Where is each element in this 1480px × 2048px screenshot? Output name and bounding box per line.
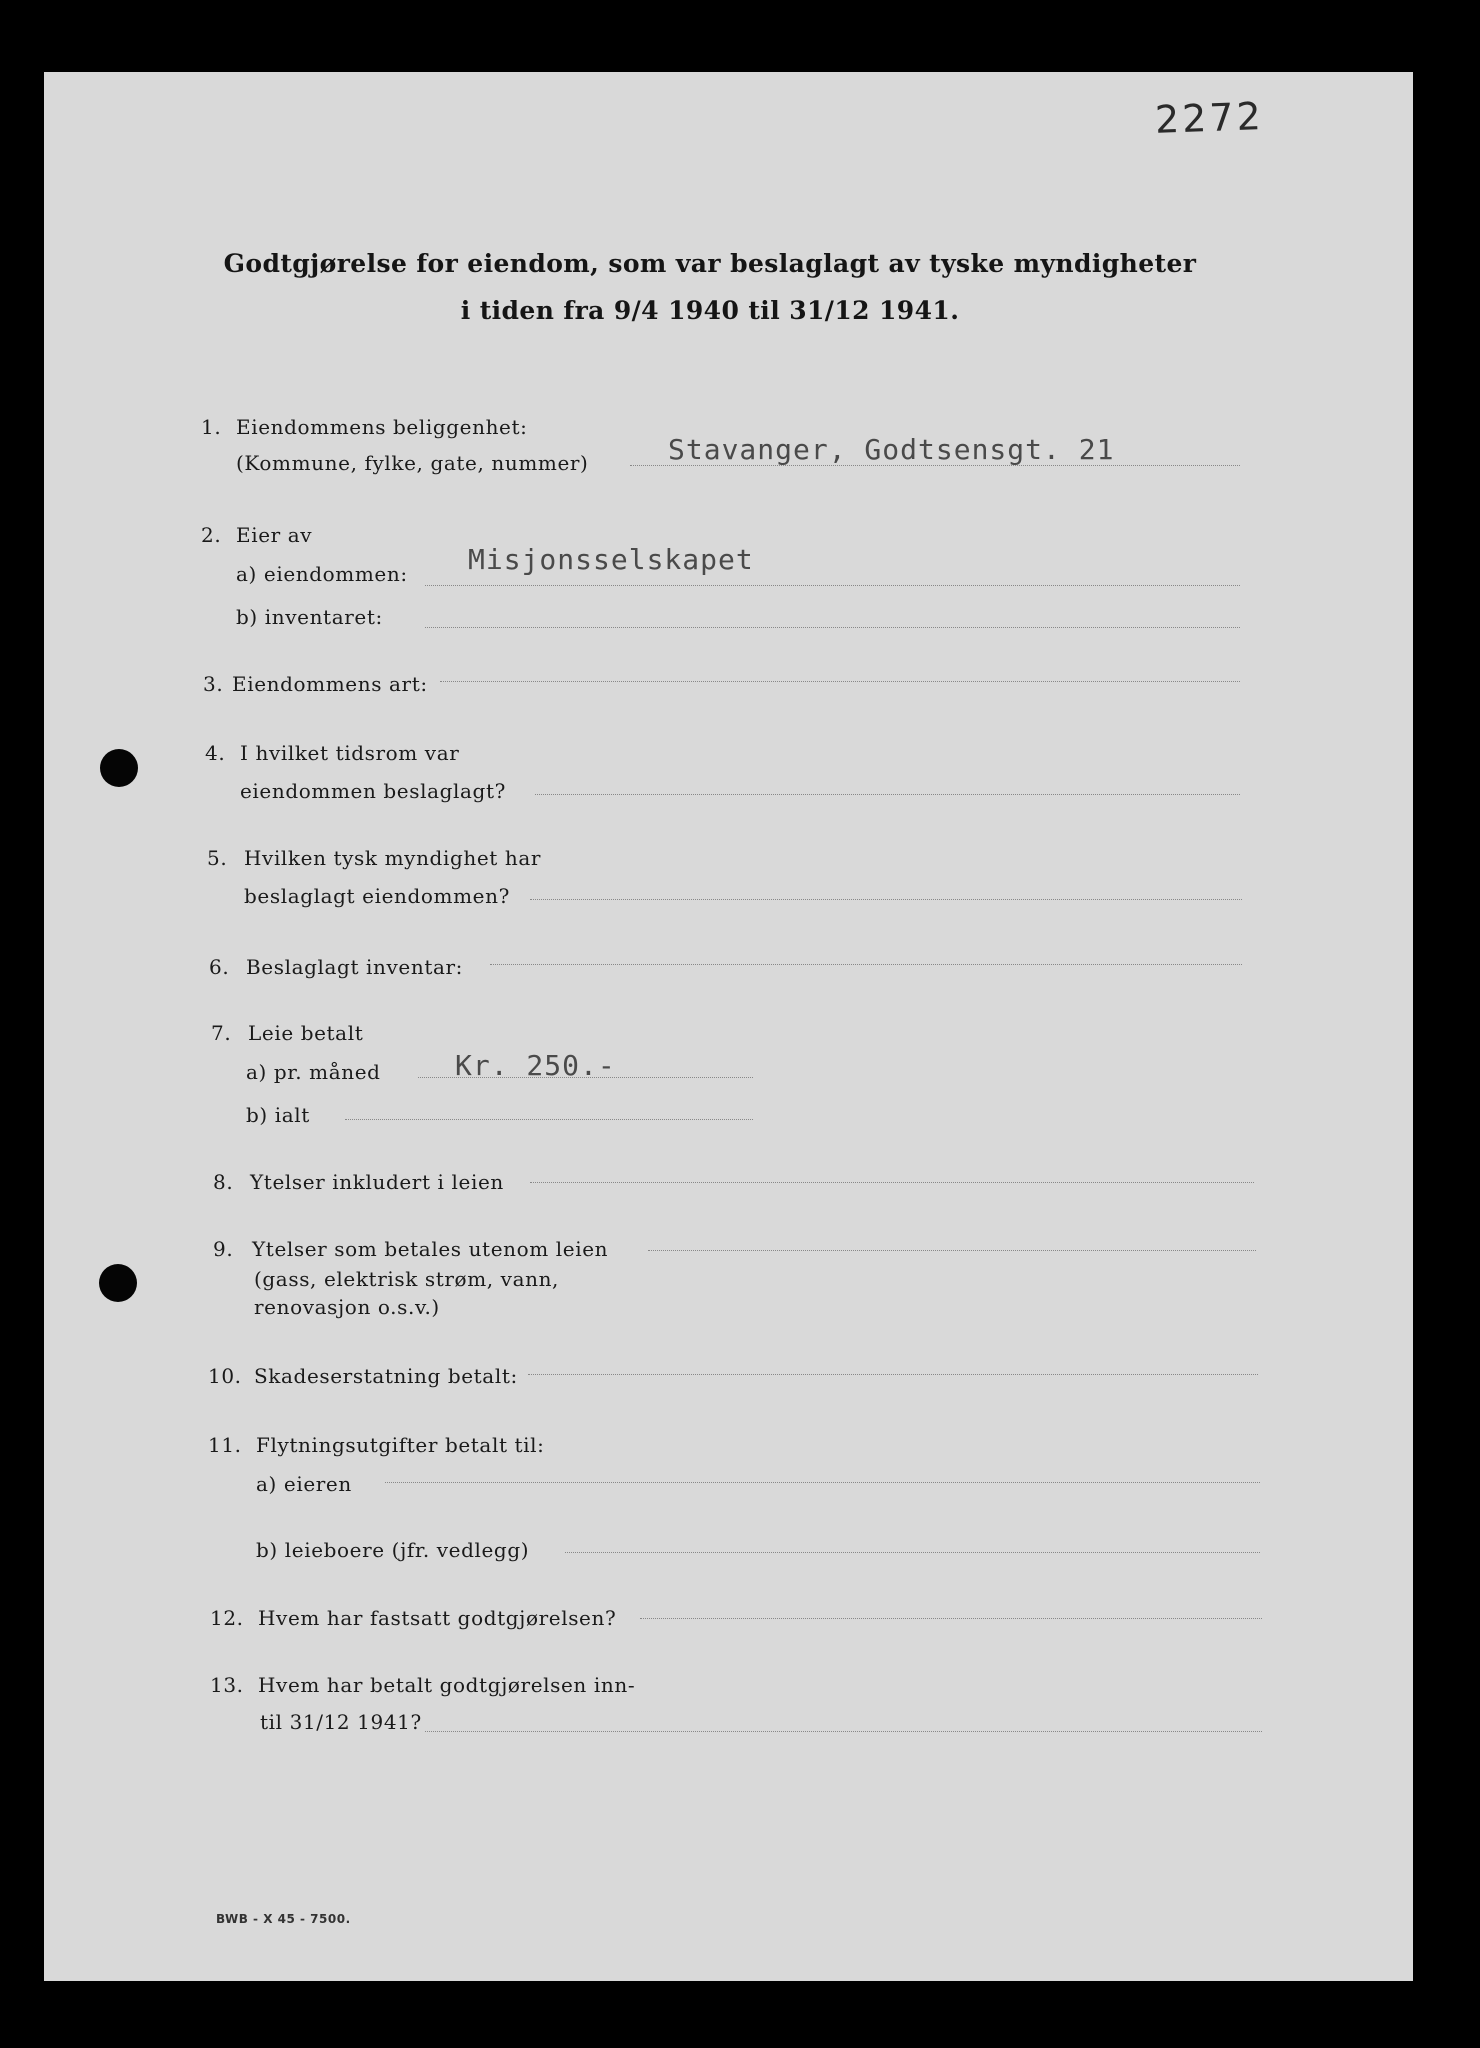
item-2a-answer[interactable]: Misjonsselskapet [468,543,754,576]
punch-hole-top [100,749,138,787]
title-line-2: i tiden fra 9/4 1940 til 31/12 1941. [460,296,960,325]
punch-hole-bottom [99,1264,137,1302]
item-9-line [648,1250,1256,1251]
item-12-label: Hvem har fastsatt godtgjørelsen? [258,1606,617,1630]
item-11a-label: a) eieren [256,1472,352,1496]
item-9-sublabel-1: (gass, elektrisk strøm, vann, [254,1267,560,1291]
item-11-label: Flytningsutgifter betalt til: [256,1433,545,1457]
item-3-label: Eiendommens art: [232,672,428,696]
item-9-number: 9. [213,1237,234,1261]
item-13-number: 13. [210,1673,244,1697]
item-1-answer[interactable]: Stavanger, Godtsensgt. 21 [668,433,1115,466]
form-footer-code: BWB - X 45 - 7500. [216,1912,351,1926]
item-10-number: 10. [208,1364,242,1388]
form-title [190,240,1230,334]
item-2a-line [425,585,1240,586]
item-8-line [530,1182,1254,1183]
item-5-label: Hvilken tysk myndighet har [244,846,542,870]
item-6-label: Beslaglagt inventar: [246,955,463,979]
item-2-label: Eier av [236,523,313,547]
item-2a-label: a) eiendommen: [236,562,408,586]
item-9-label: Ytelser som betales utenom leien [252,1237,609,1261]
item-5-line [530,899,1242,900]
item-13-sublabel: til 31/12 1941? [260,1710,422,1734]
item-7-label: Leie betalt [248,1021,364,1045]
item-2b-label: b) inventaret: [236,605,383,629]
item-13-label: Hvem har betalt godtgjørelsen inn- [258,1673,636,1697]
item-13-line [425,1731,1262,1732]
item-11a-line [385,1482,1260,1483]
item-9-sublabel-2: renovasjon o.s.v.) [254,1295,440,1319]
item-11b-line [565,1552,1260,1553]
item-4-label: I hvilket tidsrom var [240,741,460,765]
item-10-line [528,1374,1258,1375]
item-6-line [490,964,1242,965]
item-8-number: 8. [213,1170,234,1194]
item-11-number: 11. [208,1433,242,1457]
item-7a-answer[interactable]: Kr. 250.- [455,1049,616,1082]
item-7a-label: a) pr. måned [246,1060,381,1084]
item-6-number: 6. [209,955,230,979]
item-4-sublabel: eiendommen beslaglagt? [240,779,506,803]
item-8-label: Ytelser inkludert i leien [250,1170,504,1194]
item-4-number: 4. [205,741,226,765]
item-3-line [440,681,1240,682]
item-12-line [640,1618,1262,1619]
item-1-number: 1. [201,415,222,439]
item-1-sublabel: (Kommune, fylke, gate, nummer) [236,451,589,475]
item-7-number: 7. [211,1021,232,1045]
item-7b-label: b) ialt [246,1103,310,1127]
item-2b-line [425,627,1240,628]
item-2-number: 2. [201,523,222,547]
item-1-label: Eiendommens beliggenhet: [236,415,528,439]
item-11b-label: b) leieboere (jfr. vedlegg) [256,1538,530,1562]
title-line-1: Godtgjørelse for eiendom, som var beslaglagt av tyske myndigheter [223,249,1197,278]
item-5-number: 5. [207,846,228,870]
item-3-number: 3. [203,672,224,696]
handwritten-page-number: 2272 [1154,94,1265,142]
item-7b-line [345,1119,753,1120]
item-12-number: 12. [210,1606,244,1630]
item-4-line [535,794,1240,795]
item-10-label: Skadeserstatning betalt: [254,1364,518,1388]
item-5-sublabel: beslaglagt eiendommen? [244,884,510,908]
